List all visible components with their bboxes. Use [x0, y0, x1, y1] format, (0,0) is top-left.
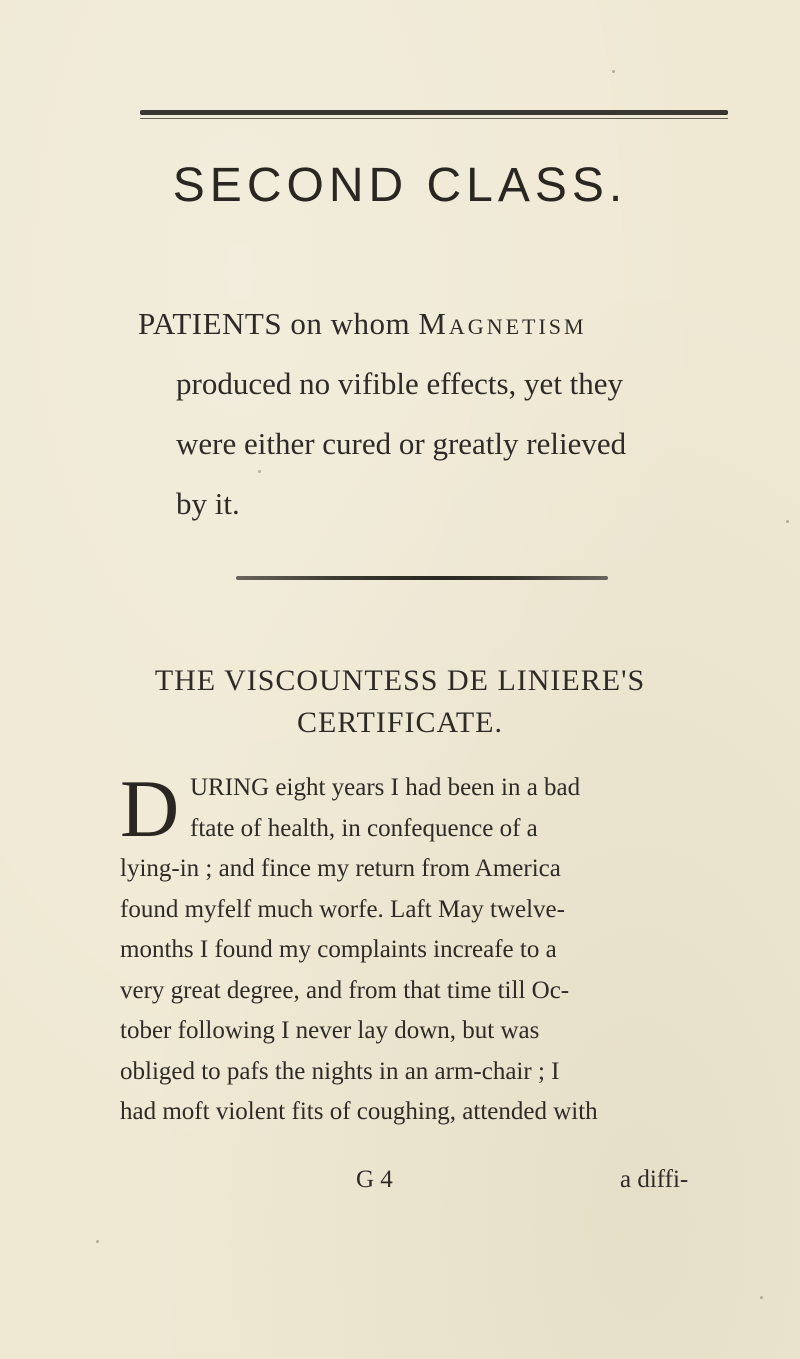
body-line-3: lying-in ; and fince my return from America [120, 855, 561, 882]
paper-speck [258, 470, 261, 473]
intro-line-1-prefix: PATIENTS on whom [138, 306, 419, 341]
intro-paragraph [138, 294, 738, 534]
paper-speck [760, 1296, 763, 1299]
body-line-7: tober following I never lay down, but was [120, 1017, 540, 1044]
section-heading: SECOND CLASS. [172, 159, 628, 212]
body-line-8: obliged to pafs the nights in an arm-chair ; I [120, 1057, 560, 1085]
body-line-9: had moft violent fits of coughing, attended with [120, 1098, 598, 1125]
paper-speck [786, 520, 789, 523]
paper-speck [612, 70, 615, 73]
body-line-6: very great degree, and from that time till Oc- [120, 976, 570, 1004]
intro-line-4: by it. [176, 486, 240, 521]
body-line-1: URING eight years I had been in a bad [190, 774, 581, 801]
top-thin-rule [140, 118, 728, 119]
certificate-title [0, 660, 800, 744]
certificate-body [120, 763, 730, 1133]
intro-line-2: produced no vifible effects, yet they [176, 366, 624, 401]
paper-speck [96, 1240, 99, 1243]
intro-line-3: were either cured or greatly relieved [176, 426, 627, 461]
body-line-5: months I found my complaints increafe to a [120, 936, 557, 963]
body-line-4: found myfelf much worfe. Laft May twelve- [120, 895, 565, 923]
middle-ornamental-rule [236, 576, 608, 580]
catchword: a diffi- [620, 1166, 689, 1193]
signature-mark: G 4 [356, 1166, 393, 1193]
drop-cap: D [120, 763, 180, 854]
intro-line-1-caps: Magnetism [418, 306, 587, 341]
body-line-2: ftate of health, in confequence of a [190, 814, 538, 842]
top-ornamental-rule [140, 110, 728, 115]
certificate-title-line-1: THE VISCOUNTESS DE LINIERE'S [154, 664, 646, 697]
intro-line-1 [138, 294, 738, 354]
page-footer [0, 1166, 800, 1206]
certificate-title-line-2: CERTIFICATE. [296, 706, 504, 739]
